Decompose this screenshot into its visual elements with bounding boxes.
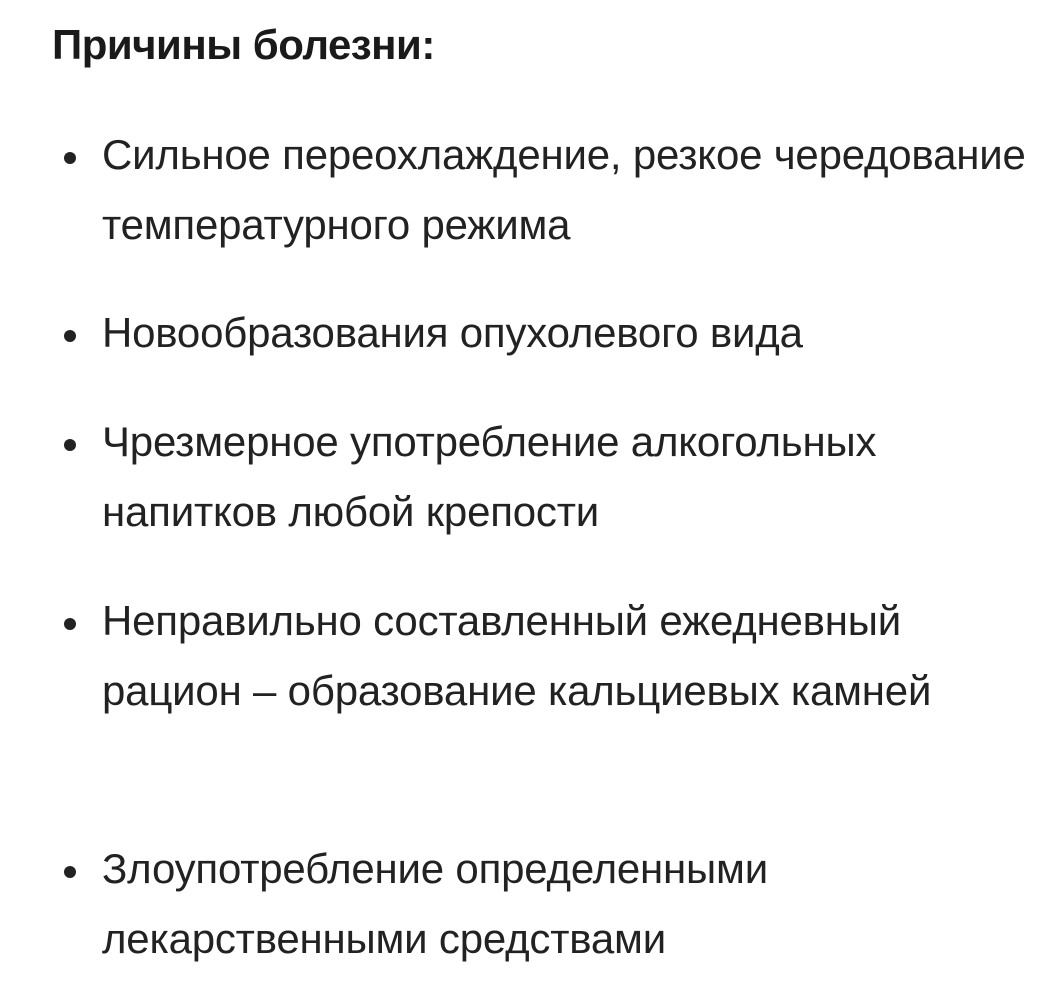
list-item-text: Сильное переохлаждение, резкое чередование температурного режима bbox=[102, 131, 1026, 248]
bullet-icon bbox=[64, 330, 76, 342]
list-item-text: Чрезмерное употребление алкогольных напитков любой крепости bbox=[102, 418, 877, 535]
list-item-text: Новообразования опухолевого вида bbox=[102, 309, 803, 356]
list-item-text: Неправильно составленный ежедневный рацион – образование кальциевых камней bbox=[102, 597, 932, 714]
list-item-text: Злоупотребление определенными лекарственными средствами bbox=[102, 845, 768, 962]
bullet-icon bbox=[64, 866, 76, 878]
bullet-icon bbox=[64, 439, 76, 451]
bullet-icon bbox=[64, 618, 76, 630]
section-heading: Причины болезни: bbox=[52, 21, 435, 68]
bullet-icon bbox=[64, 152, 76, 164]
